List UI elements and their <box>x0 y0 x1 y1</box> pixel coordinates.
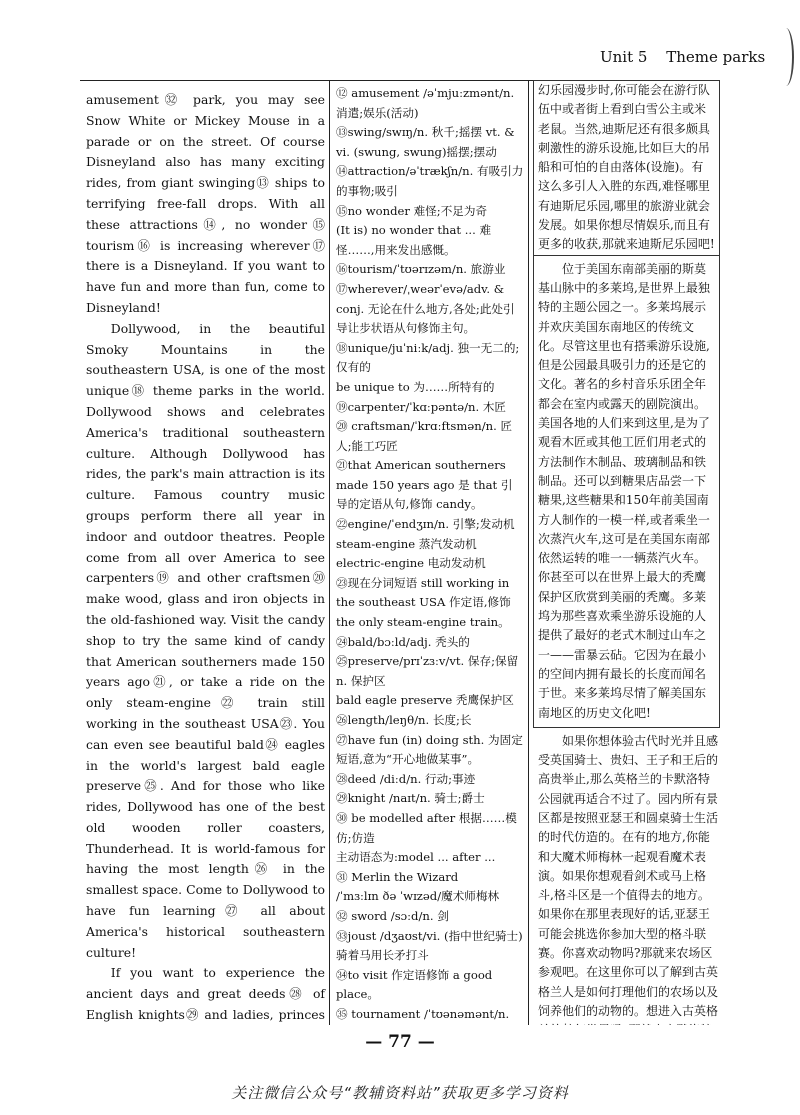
note-item: ㉔bald/bɔːld/adj. 秃头的 <box>336 634 470 649</box>
note-item: ㉕preserve/prɪˈzɜːv/vt. 保存;保留 n. 保护区 <box>336 654 519 688</box>
note-item: ⑭attraction/əˈtrækʃn/n. 有吸引力的事物;吸引 <box>336 164 524 198</box>
note-item: ⑯tourism/ˈtʊərɪzəm/n. 旅游业 <box>336 262 506 277</box>
note-item: /ˈmɜːlɪn ðə ˈwɪzəd/魔术师梅林 <box>336 889 500 904</box>
note-item: ㉟ tournament /ˈtʊənəmənt/n. <box>336 1006 510 1021</box>
translation-disneyland: 幻乐园漫步时,你可能会在游行队伍中或者街上看到白雪公主或米老鼠。当然,迪斯尼还有很多颇具刺激性的游乐设施,比如巨大的吊船和可怕的自由落体(设施)。有这么多引人入胜的东西,难怪哪里有迪斯尼乐园,哪里的旅游业就会发展。如果你想尽情娱乐,而且有更多的收获,那就来迪斯尼乐园吧! <box>538 83 715 252</box>
note-item: ㉒engine/ˈendʒɪn/n. 引擎;发动机 <box>336 517 515 532</box>
note-item: ⑳ craftsman/ˈkrɑːftsmən/n. 匠人;能工巧匠 <box>336 419 513 453</box>
page-header <box>600 48 765 66</box>
note-item: ㉙knight /naɪt/n. 骑士;爵士 <box>336 791 485 806</box>
paragraph-camelot: If you want to experience the ancient days and great deeds㉘ of English knights㉙ and ladies, princes <box>86 965 325 1023</box>
translation-dollywood: 位于美国东南部美丽的斯莫基山脉中的多莱坞,是世界上最独特的主题公园之一。多莱坞展示并欢庆美国东南地区的传统文化。尽管这里也有搭乘游乐设施,但是公园最具吸引力的还是它的文化。著名的乡村音乐乐团全年都会在室内或露天的剧院演出。美国各地的人们来到这里,是为了观看木匠或其他工匠们用老式的方法制作木制品、玻璃制品和铁制品。还可以到糖果店品尝一下糖果,这些糖果和150年前美国南方人制作的一模一样,或者乘坐一次蒸汽火车,这可是在美国东南部依然运转的唯一一辆蒸汽火车。你甚至可以在世界上最大的秃鹰保护区欣赏到美丽的秃鹰。多莱坞为那些喜欢乘坐游乐设施的人提供了最好的老式木制过山车之一——雷暴云砧。它因为在最小的空间内拥有最长的长度而闻名于世。来多莱坞尽情了解美国东南地区的历史文化吧! <box>538 261 710 720</box>
note-item: ⑬swing/swɪŋ/n. 秋千;摇摆 vt. & vi. (swung, swung)摇摆;摆动 <box>336 125 515 159</box>
note-item: ㉛ Merlin the Wizard <box>336 869 459 884</box>
note-item: steam-engine 蒸汽发动机 <box>336 536 477 551</box>
note-item: ㉘deed /diːd/n. 行动;事迹 <box>336 771 476 786</box>
note-item: be unique to 为……所特有的 <box>336 379 495 394</box>
page-number: — 77 — <box>365 1032 435 1052</box>
note-item: ⑫ amusement /əˈmjuːzmənt/n. 消遣;娱乐(活动) <box>336 86 515 120</box>
paragraph-disneyland-end: amusement㉜ park, you may see Snow White or Mickey Mouse in a parade or on the street. Of course Disneyland also has many exciting rides, from giant swinging⑬ ships to terrifying free-fall drops. With all these attractions⑭, no wonder⑮ tourism⑯ is increasing wherever⑰ there is a Disneyland. If you want to have fun and more than fun, come to Disneyland! <box>86 92 325 315</box>
corner-curl-decoration <box>778 28 794 86</box>
note-item: (It is) no wonder that ... 难怪……,用来发出感慨。 <box>336 223 492 257</box>
note-item: electric-engine 电动发动机 <box>336 556 486 571</box>
translation-box-dollywood <box>533 256 720 728</box>
note-item: bald eagle preserve 秃鹰保护区 <box>336 693 514 708</box>
vocabulary-notes-column <box>333 80 529 1025</box>
note-item: ㉞to visit 作定语修饰 a good place。 <box>336 967 493 1002</box>
note-item: ⑮no wonder 难怪;不足为奇 <box>336 203 488 218</box>
note-item: ㉖length/leŋθ/n. 长度;长 <box>336 713 472 727</box>
note-item: ⑲carpenter/ˈkɑːpəntə/n. 木匠 <box>336 399 507 414</box>
note-item: ⑰wherever/ˌweərˈevə/adv. & conj. 无论在什么地方,各处;此处引导让步状语从句修饰主句。 <box>336 281 515 336</box>
note-item: ㉓现在分词短语 still working in the southeast USA 作定语,修饰 the only steam-engine train。 <box>336 575 511 630</box>
english-text-column <box>80 80 330 1025</box>
note-item: ㉚ be modelled after 根据……模仿;仿造 <box>336 810 517 845</box>
unit-label: Unit 5 <box>600 48 648 66</box>
note-item: ㉑that American southerners made 150 years ago 是 that 引导的定语从句,修饰 candy。 <box>336 458 513 512</box>
footer-watermark: 关注微信公众号“教辅资料站”获取更多学习资料 <box>231 1084 569 1102</box>
translation-box-camelot <box>538 728 720 1025</box>
note-item: 主动语态为:model ... after ... <box>336 850 496 865</box>
note-item: ㉜ sword /sɔːd/n. 剑 <box>336 908 449 923</box>
translation-camelot: 如果你想体验古代时光并且感受英国骑士、贵妇、王子和王后的高贵举止,那么英格兰的卡默洛特公园就再适合不过了。园内所有景区都是按照亚瑟王和圆桌骑士生活的时代仿造的。在有的地方,你能和大魔术师梅林一起观看魔术表演。如果你想观看剑术或马上格斗,格斗区是一个值得去的地方。如果你在那里表现好的话,亚瑟王可能会挑选你参加大型的格斗联赛。你喜欢动物吗?那就来农场区参观吧。在这里你可以了解到古英格兰人是如何打理他们的农场以及饲养他们的动物的。想进入古英格 <box>538 733 719 1018</box>
note-item: ㉝joust /dʒaʊst/vi. (指中世纪骑士)骑着马用长矛打斗 <box>336 928 523 963</box>
chinese-translation-column <box>532 80 722 1025</box>
unit-title: Theme parks <box>666 48 766 66</box>
note-item: ㉗have fun (in) doing sth. 为固定短语,意为“开心地做某事”。 <box>336 732 523 767</box>
note-item: ⑱unique/juˈniːk/adj. 独一无二的;仅有的 <box>336 340 520 375</box>
translation-box-disneyland <box>533 80 720 256</box>
paragraph-dollywood: Dollywood, in the beautiful Smoky Mountains in the southeastern USA, is one of the most unique⑱ theme parks in the world. Dollywood shows and celebrates America's traditional southeastern culture. Although Dollywood has rides, the park's main attraction is its culture. Famous country music groups perform there all year in indoor and outdoor theatres. People come from all over America to see carpenters⑲ and other craftsmen⑳ make wood, glass and iron objects in the old-fashioned way. Visit the candy shop to try the same kind of candy that American southerners made 150 years ago㉑, or take a ride on the only steam-engine㉒ train still working in the southeast USA㉓. You can even see beautiful bald㉔ eagles in the world's largest bald eagle preserve㉕. And for those who like rides, Dollywood has one of the best old wooden roller coasters, Thunderhead. It is world-famous for having the most length㉖ in the smallest space. Come to Dollywood to have fun learning㉗ all about America's historical southeastern culture! <box>86 320 325 960</box>
